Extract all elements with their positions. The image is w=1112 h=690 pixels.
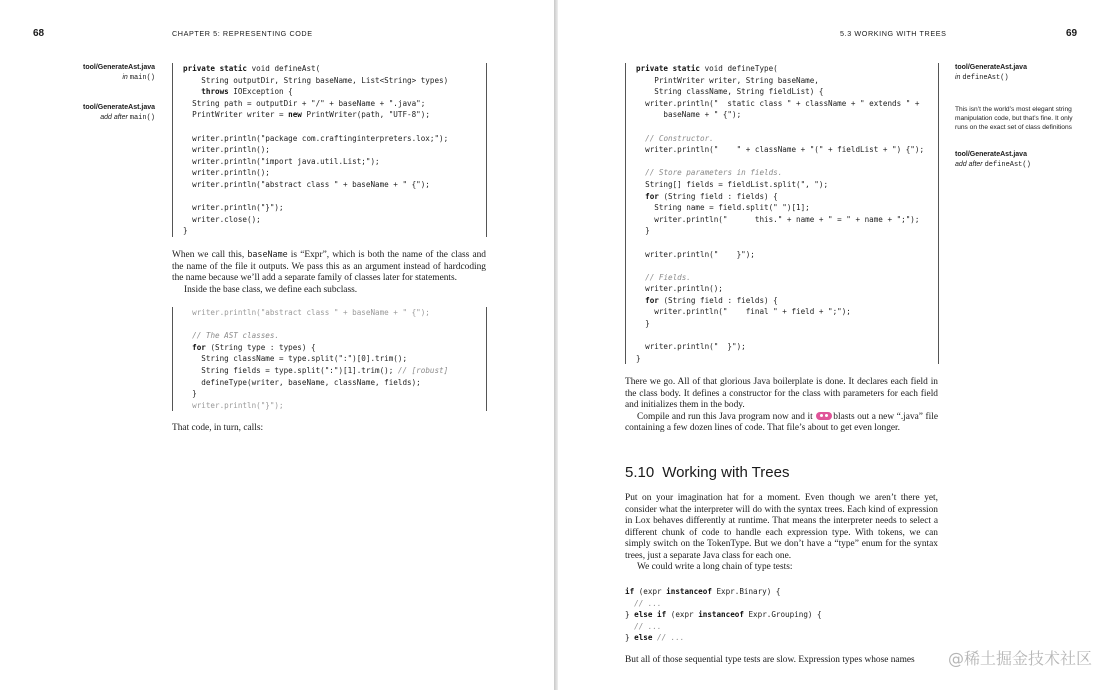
body-paragraph (625, 493, 938, 574)
code-line: PrintWriter writer, String baseName, (636, 75, 819, 85)
code-line: writer.println(" final " + field + ";"); (636, 307, 851, 317)
code-line (183, 191, 486, 203)
paragraph-text: That code, in turn, calls: (172, 423, 264, 433)
code-line: private static void defineType( (636, 64, 778, 73)
paragraph-text: Compile and run this Java program now and it blasts out a new “.java” file containing a few dozen lines of code. That file’s about to get even longer. (625, 411, 939, 433)
code-line: writer.close(); (183, 214, 261, 224)
note-location: add after main() (100, 113, 155, 122)
bug-icon (816, 412, 832, 420)
note-location: in main() (122, 73, 155, 82)
code-line: } (183, 226, 188, 236)
code-block (625, 63, 939, 364)
body-paragraph (172, 249, 486, 296)
code-block (172, 307, 487, 411)
code-line (636, 237, 938, 249)
code-line: writer.println(" static class " + className + " extends " + (636, 98, 920, 108)
code-line: writer.println("package com.craftinginterpreters.lox;"); (183, 133, 449, 143)
code-line: writer.println("}"); (183, 203, 284, 213)
page-number: 68 (33, 28, 45, 39)
code-line: for (String field : fields) { (645, 191, 778, 201)
paragraph-text: There we go. All of that glorious Java boilerplate is done. It declares each field in the class body. It defines a constructor for the class with parameters for each field and initializes them in the body. (625, 377, 938, 410)
code-line (636, 156, 938, 168)
section-number: 5.10 (625, 464, 655, 481)
section-title: Working with Trees (662, 464, 790, 481)
code-block (172, 63, 487, 237)
code-line: writer.println(" this." + name + " = " + name + ";"); (636, 214, 920, 224)
code-line: } (636, 353, 641, 363)
body-paragraph (625, 655, 938, 667)
paragraph-text: We could write a long chain of type tests: (637, 562, 793, 572)
code-line: baseName + " {"); (636, 110, 742, 120)
code-line: throws IOException { (201, 87, 293, 97)
code-line (636, 330, 938, 342)
code-line: writer.println("abstract class " + baseName + " {"); (183, 308, 430, 317)
code-line: } (636, 226, 650, 236)
running-header: CHAPTER 5: REPRESENTING CODE (172, 29, 313, 38)
note-location: add after defineAst() (955, 160, 1031, 169)
paragraph-text: When we call this, baseName is “Expr”, which is both the name of the class and the name of the file it outputs. We pass this as an argument instead of hardcoding the name because we’ll add a separate family of classes later for statements. (172, 249, 486, 283)
paragraph-text: Inside the base class, we define each subclass. (184, 284, 358, 295)
sidenote: This isn’t the world’s most elegant string manipulation code, but that’s fine. It only runs on the exact set of class definitions (955, 106, 1073, 131)
code-line: writer.println(); (183, 145, 270, 155)
paragraph-text: But all of those sequential type tests are slow. Expression types whose names (625, 655, 915, 665)
code-line: for (String type : types) { (192, 342, 316, 352)
code-line: String outputDir, String baseName, List<String> types) (183, 75, 449, 85)
left-page (0, 0, 554, 690)
code-line: String className = type.split(":")[0].trim(); (183, 354, 408, 364)
note-filename: tool/GenerateAst.java (83, 104, 155, 111)
margin-note-file (40, 63, 155, 83)
code-line (636, 121, 938, 133)
code-line: } (636, 319, 650, 329)
note-filename: tool/GenerateAst.java (955, 151, 1027, 158)
right-page (558, 0, 1112, 690)
code-line: // ... (634, 621, 662, 631)
code-block (625, 586, 925, 644)
note-filename: tool/GenerateAst.java (955, 64, 1027, 71)
code-line: String path = outputDir + "/" + baseName + ".java"; (183, 98, 426, 108)
body-paragraph (172, 423, 486, 435)
code-line: writer.println("}"); (183, 400, 284, 410)
code-line: writer.println(); (183, 168, 270, 178)
margin-note-file (955, 150, 1075, 170)
code-line: // Fields. (645, 272, 691, 282)
page-number: 69 (1066, 28, 1078, 39)
code-line: PrintWriter writer = new PrintWriter(path, "UTF-8"); (183, 110, 430, 120)
code-line: writer.println("import java.util.List;"); (183, 156, 380, 166)
margin-note-file (40, 103, 155, 123)
code-line: writer.println(" }"); (636, 249, 755, 259)
code-line: writer.println(" " + className + "(" + fieldList + ") {"); (636, 145, 925, 155)
margin-note-file (955, 63, 1075, 83)
code-line: String className, String fieldList) { (636, 87, 824, 97)
code-line: // Constructor. (645, 133, 714, 143)
code-line: // The AST classes. (192, 331, 280, 341)
code-line: // ... (634, 598, 662, 608)
code-line: } else // ... (625, 633, 685, 643)
code-line: } (183, 389, 197, 399)
code-line: defineType(writer, baseName, className, fields); (183, 377, 421, 387)
code-line: String name = field.split(" ")[1]; (636, 203, 810, 213)
code-line: for (String field : fields) { (645, 295, 778, 305)
code-line: // Store parameters in fields. (645, 168, 783, 178)
code-line (183, 319, 486, 331)
code-line: String fields = type.split(":")[1].trim(); // [robust] (183, 365, 449, 375)
paragraph-text: Put on your imagination hat for a moment. Even though we aren’t there yet, consider what the interpreter will do with the syntax trees. Each kind of expression in Lox behaves differently at runtime. That means the interpreter needs to select a different chunk of code to handle each expression type. With tokens, we can simply switch on the TokenType. But we don’t have a “type” enum for the syntax trees, just a separate Java class for each one. (625, 493, 938, 561)
code-line (636, 260, 938, 272)
code-line: writer.println(" }"); (636, 342, 746, 352)
body-paragraph (625, 377, 938, 435)
section-heading (625, 464, 789, 481)
code-line: } else if (expr instanceof Expr.Grouping) { (625, 610, 822, 620)
code-line: String[] fields = fieldList.split(", "); (636, 179, 829, 189)
code-line: private static void defineAst( (183, 64, 321, 73)
note-location: in defineAst() (955, 73, 1009, 82)
code-line: writer.println("abstract class " + baseName + " {"); (183, 179, 430, 189)
note-filename: tool/GenerateAst.java (83, 64, 155, 71)
watermark: @稀土掘金技术社区 (947, 649, 1092, 668)
code-line: if (expr instanceof Expr.Binary) { (625, 587, 781, 596)
running-header: 5.3 WORKING WITH TREES (840, 29, 947, 38)
code-line (183, 121, 486, 133)
code-line: writer.println(); (636, 284, 723, 294)
